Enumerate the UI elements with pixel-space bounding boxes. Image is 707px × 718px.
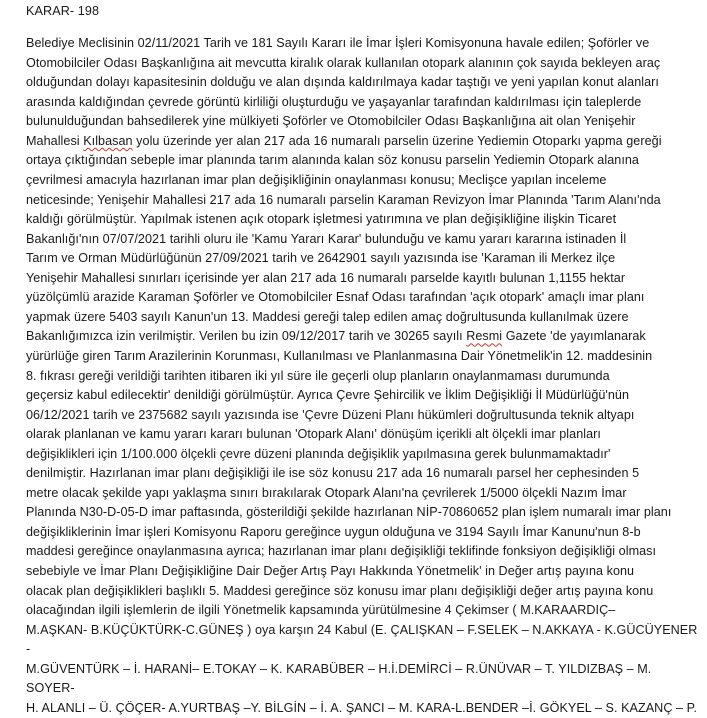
decision-number-heading: KARAR- 198 xyxy=(26,4,100,18)
paragraph-line: yapmak üzere 5403 sayılı Kanun'un 13. Maddesi gereği talep edilen amaç doğrultusunda kullanılmak üzere xyxy=(26,309,629,324)
paragraph-line: Belediye Meclisinin 02/11/2021 Tarih ve 181 Sayılı Kararı ile İmar İşleri Komisyonuna havale edilen; Şoförler ve xyxy=(26,36,650,51)
paragraph-line: arasında kaldığından çevrede görüntü kirliliği oluşturduğu ve yaşayanlar tarafından kaldırılması için taleplerde xyxy=(26,94,642,109)
spellcheck-flagged-word: Kılbasan xyxy=(83,133,133,148)
paragraph-line: Planında N30-D-05-D imar paftasında, gösterildiği şekilde hazırlanan NİP-70860652 plan işlem numaralı imar planı xyxy=(26,505,672,520)
paragraph-line: Bakanlığı'nın 07/07/2021 tarihli oluru ile 'Kamu Yararı Karar' bulunduğu ve kamu yararı kararına istinaden İl xyxy=(26,231,627,246)
paragraph-line: olacağından ilgili işlemlerin de ilgili Yönetmelik kapsamında yürütülmesine 4 Çekimser ( M.KARAARDIÇ– xyxy=(26,603,616,618)
paragraph-line: 8. fıkrası gereği verildiği tarihten itibaren iki yıl süre ile geçerli olup planların onaylanmaması durumunda xyxy=(26,368,610,383)
paragraph-line: Yenişehir Mahallesi sınırları içerisinde yer alan 217 ada 16 numaralı parselde kayıtlı bulunan 1,1155 hektar xyxy=(26,270,626,285)
paragraph-line: Bakanlığımızca izin verilmiştir. Verilen bu izin 09/12/2017 tarih ve 30265 sayılı Resmi Gazete 'de yayımlanarak xyxy=(26,329,646,344)
paragraph-line: ortaya çıktığından sebeple imar planında tarım alanında kalan söz konusu parselin Yediemin Otopark alanına xyxy=(26,153,639,168)
paragraph-line: bulunulduğundan bahsedilerek yine mülkiyeti Şoförler ve Otomobilciler Odası Başkanlığına ait olan Yenişehir xyxy=(26,114,636,129)
paragraph-line: maddesi gereğince onaylanmasına ayrıca; hazırlanan imar planı değişikliği teklifinde fonksiyon değişikliği olması xyxy=(26,544,657,559)
paragraph-line: yüzölçümlü arazide Karaman Şoförler ve Otomobilciler Esnaf Odası tarafından 'açık otopark' amaçlı imar planı xyxy=(26,290,645,305)
paragraph-line: M.AŞKAN- B.KÜÇÜKTÜRK-C.GÜNEŞ ) oya karşın 24 Kabul (E. ÇALIŞKAN – F.SELEK – N.AKKAYA - K.GÜCÜYENER - xyxy=(26,622,698,657)
paragraph-line: olacak plan değişiklikleri başlıklı 5. Maddesi gereğince söz konusu imar planı değişikliği değer artış payına konu xyxy=(26,583,654,598)
paragraph-line: denilmiştir. Hazırlanan imar planı değişikliği ile ise söz konusu 217 ada 16 numaralı parsel her cephesinden 5 xyxy=(26,466,640,481)
paragraph-line: olduğundan dolayı kapasitesinin dolduğu ve alan dışında kaldırılmaya kadar taştığı ve yeni yapılan konut alanları xyxy=(26,75,659,90)
decision-body-paragraph xyxy=(26,34,698,718)
paragraph-line: sebebiyle ve İmar Planı Değişikliğine Dair Değer Artış Payı Hakkında Yönetmelik' in Değer artış payına konu xyxy=(26,563,635,578)
paragraph-line: değişikliklerinin İmar işleri Komisyonu Raporu gereğince uygun olduğuna ve 3194 Sayılı İmar Kanunu'nun 8-b xyxy=(26,524,641,539)
spellcheck-flagged-word: Resmi xyxy=(466,329,503,344)
paragraph-line: geçersiz kabul edilecektir' denildiği görülmüştür. Ayrıca Çevre Şehircilik ve İklim Değişikliği İl Müdürlüğü'nün xyxy=(26,388,630,403)
paragraph-line: çevrilmesi amacıyla hazırlanan imar plan değişikliğinin onaylanması konusu; Meclişce yapılan inceleme xyxy=(26,173,607,188)
paragraph-line: M.GÜVENTÜRK – İ. HARANİ– E.TOKAY – K. KARABÜBER – H.İ.DEMİRCİ – R.ÜNÜVAR – T. YILDIZBAŞ – M. SOYER- xyxy=(26,661,652,696)
paragraph-line: Otomobilciler Odası Başkanlığına ait mevcutta kiralık olarak kullanılan otopark alanının çok sayıda bekleyen araç xyxy=(26,55,661,70)
paragraph-line: 06/12/2021 tarih ve 2375682 sayılı yazısında ise 'Çevre Düzeni Planı hükümleri doğrultusunda teknik altyapı xyxy=(26,407,635,422)
paragraph-line: metre olacak şekilde yapı yaklaşma sınırı bırakılarak Otopark Alanı'na çevrilerek 1/5000 ölçekli Nazım İmar xyxy=(26,485,627,500)
paragraph-line: değişiklikleri için 1/100.000 ölçekli çevre düzeni planında değişiklik yapılmasına gerek bulunmamaktadır' xyxy=(26,446,611,461)
paragraph-line: olarak planlanan ve kamu yararı kararı bulunan 'Otopark Alanı' dönüşüm içerikli alt ölçekli imar planları xyxy=(26,427,601,442)
document-page xyxy=(26,0,698,718)
paragraph-line: Mahallesi Kılbasan yolu üzerinde yer alan 217 ada 16 numaralı parselin üzerine Yediemin Otoparkı yapma gereği xyxy=(26,133,662,148)
paragraph-line: H. ALANLI – Ü. ÇÖÇER- A.YURTBAŞ –Y. BİLGİN – İ. A. ŞANCI – M. KARA-L.BENDER –İ. GÖKYEL – S. KAZANÇ – P. xyxy=(26,700,697,715)
paragraph-line: yürürlüğe giren Tarım Arazilerinin Korunması, Kullanılması ve Planlanmasına Dair Yönetmelik'in 12. maddesinin xyxy=(26,348,653,363)
paragraph-line: neticesinde; Yenişehir Mahallesi 217 ada 16 numaralı parselin Karaman Revizyon İmar Planında 'Tarım Alanı'nda xyxy=(26,192,661,207)
paragraph-line: kaldığı görülmüştür. Yapılmak istenen açık otopark işletmesi yatırımına ve plan değişikliğine ilişkin Ticaret xyxy=(26,212,617,227)
paragraph-line: Tarım ve Orman Müdürlüğünün 27/09/2021 tarih ve 2642901 sayılı yazısında ise 'Karaman ili Merkez ilçe xyxy=(26,251,616,266)
